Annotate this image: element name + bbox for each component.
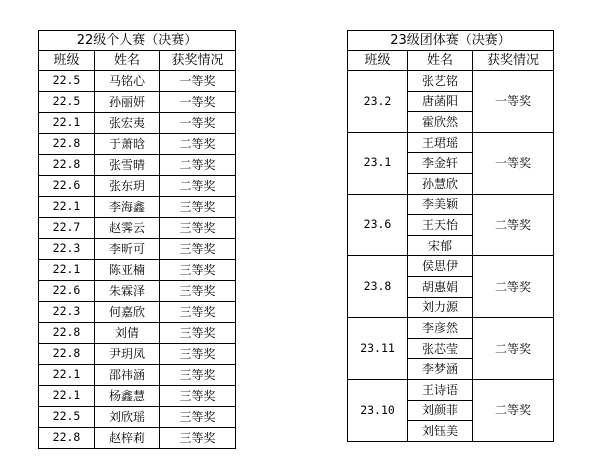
class-cell: 23.11 bbox=[348, 318, 408, 380]
class-cell: 22.1 bbox=[39, 113, 95, 134]
name-cell: 王珺瑶 bbox=[408, 132, 473, 153]
team-results-table bbox=[347, 30, 554, 442]
table-row bbox=[39, 155, 236, 176]
table-row bbox=[39, 302, 236, 323]
name-cell: 赵霁云 bbox=[95, 218, 160, 239]
name-cell: 马铭心 bbox=[95, 71, 160, 92]
team-rows bbox=[348, 71, 554, 442]
class-cell: 23.2 bbox=[348, 71, 408, 133]
header-award: 获奖情况 bbox=[160, 51, 236, 71]
award-cell: 二等奖 bbox=[473, 379, 554, 441]
name-cell: 李金轩 bbox=[408, 153, 473, 174]
table-row bbox=[348, 379, 554, 400]
table-row bbox=[39, 92, 236, 113]
award-cell: 三等奖 bbox=[160, 407, 236, 428]
name-cell: 侯思伊 bbox=[408, 256, 473, 277]
table-row bbox=[39, 386, 236, 407]
award-cell: 二等奖 bbox=[160, 176, 236, 197]
table-row bbox=[39, 134, 236, 155]
table-row bbox=[39, 113, 236, 134]
class-cell: 23.8 bbox=[348, 256, 408, 318]
name-cell: 邵祎涵 bbox=[95, 365, 160, 386]
name-cell: 李昕可 bbox=[95, 239, 160, 260]
name-cell: 李海鑫 bbox=[95, 197, 160, 218]
name-cell: 陈亚楠 bbox=[95, 260, 160, 281]
award-cell: 三等奖 bbox=[160, 323, 236, 344]
name-cell: 唐菡阳 bbox=[408, 91, 473, 112]
name-cell: 刘钰美 bbox=[408, 421, 473, 442]
name-cell: 王诗语 bbox=[408, 379, 473, 400]
table-row bbox=[39, 365, 236, 386]
name-cell: 孙丽妍 bbox=[95, 92, 160, 113]
name-cell: 张东玥 bbox=[95, 176, 160, 197]
table-row bbox=[39, 71, 236, 92]
class-cell: 22.8 bbox=[39, 428, 95, 449]
class-cell: 22.8 bbox=[39, 134, 95, 155]
award-cell: 一等奖 bbox=[160, 113, 236, 134]
award-cell: 三等奖 bbox=[160, 344, 236, 365]
class-cell: 22.8 bbox=[39, 155, 95, 176]
name-cell: 朱霖泽 bbox=[95, 281, 160, 302]
name-cell: 李梦涵 bbox=[408, 359, 473, 380]
award-cell: 三等奖 bbox=[160, 386, 236, 407]
class-cell: 22.7 bbox=[39, 218, 95, 239]
table-row bbox=[39, 218, 236, 239]
class-cell: 22.8 bbox=[39, 323, 95, 344]
name-cell: 李美颖 bbox=[408, 194, 473, 215]
award-cell: 三等奖 bbox=[160, 239, 236, 260]
class-cell: 22.1 bbox=[39, 386, 95, 407]
award-cell: 三等奖 bbox=[160, 281, 236, 302]
name-cell: 刘欣瑶 bbox=[95, 407, 160, 428]
class-cell: 23.10 bbox=[348, 379, 408, 441]
class-cell: 22.5 bbox=[39, 92, 95, 113]
award-cell: 一等奖 bbox=[160, 92, 236, 113]
class-cell: 22.1 bbox=[39, 197, 95, 218]
award-cell: 一等奖 bbox=[473, 132, 554, 194]
award-cell: 三等奖 bbox=[160, 260, 236, 281]
award-cell: 三等奖 bbox=[160, 428, 236, 449]
header-class: 班级 bbox=[39, 51, 95, 71]
class-cell: 22.8 bbox=[39, 344, 95, 365]
class-cell: 22.1 bbox=[39, 260, 95, 281]
table-row bbox=[39, 260, 236, 281]
name-cell: 王天怡 bbox=[408, 215, 473, 236]
name-cell: 李彦然 bbox=[408, 318, 473, 339]
table-row bbox=[39, 344, 236, 365]
class-cell: 22.1 bbox=[39, 365, 95, 386]
table-row bbox=[348, 256, 554, 277]
award-cell: 三等奖 bbox=[160, 218, 236, 239]
name-cell: 孙慧欣 bbox=[408, 173, 473, 194]
table-row bbox=[39, 323, 236, 344]
name-cell: 刘倩 bbox=[95, 323, 160, 344]
class-cell: 22.3 bbox=[39, 239, 95, 260]
header-name: 姓名 bbox=[95, 51, 160, 71]
individual-results-table bbox=[38, 30, 236, 449]
table-row bbox=[39, 239, 236, 260]
name-cell: 张雪晴 bbox=[95, 155, 160, 176]
team-table-title: 23级团体赛（决赛） bbox=[348, 31, 554, 51]
table-row bbox=[348, 71, 554, 92]
class-cell: 22.6 bbox=[39, 281, 95, 302]
name-cell: 刘力源 bbox=[408, 297, 473, 318]
table-row bbox=[348, 132, 554, 153]
table-row bbox=[39, 197, 236, 218]
name-cell: 赵梓莉 bbox=[95, 428, 160, 449]
header-award: 获奖情况 bbox=[473, 51, 554, 71]
header-name: 姓名 bbox=[408, 51, 473, 71]
class-cell: 22.5 bbox=[39, 407, 95, 428]
award-cell: 二等奖 bbox=[473, 318, 554, 380]
class-cell: 22.6 bbox=[39, 176, 95, 197]
award-cell: 一等奖 bbox=[473, 71, 554, 133]
name-cell: 张芯莹 bbox=[408, 338, 473, 359]
name-cell: 何嘉欣 bbox=[95, 302, 160, 323]
class-cell: 22.5 bbox=[39, 71, 95, 92]
table-row bbox=[39, 428, 236, 449]
name-cell: 张艺铭 bbox=[408, 71, 473, 92]
class-cell: 23.6 bbox=[348, 194, 408, 256]
name-cell: 于萧晗 bbox=[95, 134, 160, 155]
award-cell: 二等奖 bbox=[160, 134, 236, 155]
award-cell: 三等奖 bbox=[160, 302, 236, 323]
name-cell: 尹玥凤 bbox=[95, 344, 160, 365]
award-cell: 二等奖 bbox=[473, 194, 554, 256]
table-row bbox=[348, 194, 554, 215]
table-row bbox=[39, 281, 236, 302]
award-cell: 二等奖 bbox=[473, 256, 554, 318]
name-cell: 杨鑫慧 bbox=[95, 386, 160, 407]
award-cell: 一等奖 bbox=[160, 71, 236, 92]
award-cell: 二等奖 bbox=[160, 155, 236, 176]
name-cell: 宋郁 bbox=[408, 235, 473, 256]
name-cell: 刘颜菲 bbox=[408, 400, 473, 421]
class-cell: 23.1 bbox=[348, 132, 408, 194]
table-row bbox=[39, 176, 236, 197]
individual-rows bbox=[39, 71, 236, 449]
award-cell: 三等奖 bbox=[160, 197, 236, 218]
name-cell: 霍欣然 bbox=[408, 112, 473, 133]
class-cell: 22.3 bbox=[39, 302, 95, 323]
individual-table-title: 22级个人赛（决赛） bbox=[39, 31, 236, 51]
name-cell: 胡惠娟 bbox=[408, 276, 473, 297]
award-cell: 三等奖 bbox=[160, 365, 236, 386]
header-class: 班级 bbox=[348, 51, 408, 71]
table-row bbox=[348, 318, 554, 339]
table-row bbox=[39, 407, 236, 428]
name-cell: 张宏夷 bbox=[95, 113, 160, 134]
